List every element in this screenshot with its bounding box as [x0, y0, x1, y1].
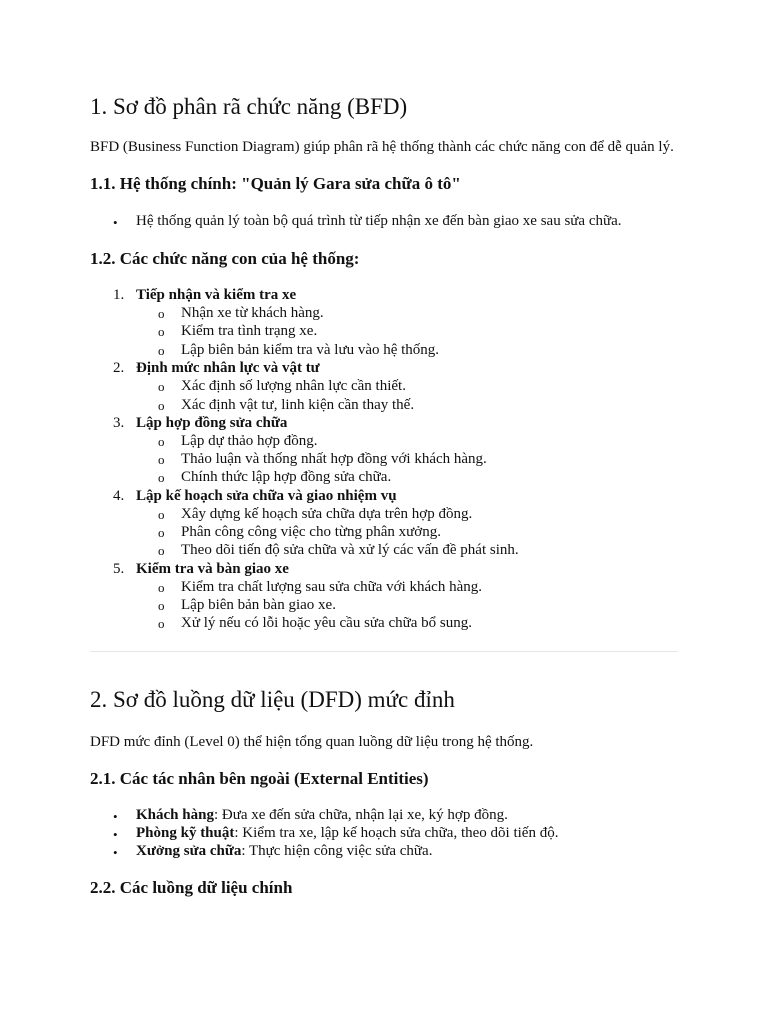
item-number: 5.	[113, 561, 125, 577]
item-number: 4.	[113, 488, 125, 504]
sub-item: Xử lý nếu có lỗi hoặc yêu cầu sửa chữa bổ sung.	[181, 615, 472, 631]
sub-bullet-marker: o	[158, 379, 165, 394]
item-number: 2.	[113, 360, 125, 376]
entity-item	[136, 807, 508, 824]
function-title: Lập hợp đồng sửa chữa	[136, 415, 288, 431]
section-1-intro: BFD (Business Function Diagram) giúp phân rã hệ thống thành các chức năng con để dễ quản lý.	[90, 139, 674, 155]
sub-bullet-marker: o	[158, 398, 165, 413]
section-2-intro: DFD mức đỉnh (Level 0) thể hiện tổng quan luồng dữ liệu trong hệ thống.	[90, 734, 534, 750]
entity-name: Khách hàng	[136, 807, 214, 823]
sub-bullet-marker: o	[158, 525, 165, 540]
sub-bullet-marker: o	[158, 343, 165, 358]
sub-bullet-marker: o	[158, 434, 165, 449]
sub-bullet-marker: o	[158, 580, 165, 595]
sub-item: Xây dựng kế hoạch sửa chữa dựa trên hợp đồng.	[181, 506, 473, 522]
sub-item: Kiểm tra tình trạng xe.	[181, 323, 318, 339]
sub-item: Lập dự thảo hợp đồng.	[181, 433, 318, 449]
sub-item: Lập biên bản bàn giao xe.	[181, 597, 336, 613]
section-divider	[90, 651, 678, 652]
entity-name: Phòng kỹ thuật	[136, 825, 235, 841]
list-item: Hệ thống quản lý toàn bộ quá trình từ tiếp nhận xe đến bàn giao xe sau sửa chữa.	[136, 213, 622, 229]
sub-item: Xác định số lượng nhân lực cần thiết.	[181, 378, 406, 394]
subsection-2-2-heading: 2.2. Các luồng dữ liệu chính	[90, 878, 293, 897]
sub-item: Kiểm tra chất lượng sau sửa chữa với khách hàng.	[181, 579, 482, 595]
sub-item: Thảo luận và thống nhất hợp đồng với khách hàng.	[181, 451, 487, 467]
sub-bullet-marker: o	[158, 452, 165, 467]
entity-item	[136, 843, 432, 860]
sub-bullet-marker: o	[158, 507, 165, 522]
function-title: Tiếp nhận và kiểm tra xe	[136, 287, 297, 303]
item-number: 1.	[113, 287, 125, 303]
subsection-1-1-heading: 1.1. Hệ thống chính: "Quản lý Gara sửa chữa ô tô"	[90, 174, 461, 193]
sub-bullet-marker: o	[158, 616, 165, 631]
function-title: Định mức nhân lực và vật tư	[136, 360, 320, 376]
entity-description: : Đưa xe đến sửa chữa, nhận lại xe, ký hợp đồng.	[213, 807, 508, 823]
sub-bullet-marker: o	[158, 598, 165, 613]
bullet-marker: •	[113, 827, 118, 842]
item-number: 3.	[113, 415, 125, 431]
sub-item: Phân công công việc cho từng phân xưởng.	[181, 524, 441, 540]
entity-item	[136, 825, 558, 842]
sub-item: Xác định vật tư, linh kiện cần thay thế.	[181, 397, 415, 413]
bullet-marker: •	[113, 845, 118, 860]
bullet-marker: •	[113, 809, 118, 824]
bullet-marker: •	[113, 215, 118, 230]
subsection-1-2-heading: 1.2. Các chức năng con của hệ thống:	[90, 249, 360, 268]
sub-item: Nhận xe từ khách hàng.	[181, 305, 324, 321]
sub-item: Lập biên bản kiểm tra và lưu vào hệ thống.	[181, 342, 440, 358]
function-title: Kiểm tra và bàn giao xe	[136, 561, 289, 577]
sub-bullet-marker: o	[158, 324, 165, 339]
sub-item: Chính thức lập hợp đồng sửa chữa.	[181, 469, 392, 485]
entity-description: : Kiểm tra xe, lập kế hoạch sửa chữa, theo dõi tiến độ.	[234, 825, 559, 841]
sub-item: Theo dõi tiến độ sửa chữa và xử lý các vấn đề phát sinh.	[181, 542, 519, 558]
section-1-title: 1. Sơ đồ phân rã chức năng (BFD)	[90, 94, 408, 119]
sub-bullet-marker: o	[158, 470, 165, 485]
sub-bullet-marker: o	[158, 543, 165, 558]
sub-bullet-marker: o	[158, 306, 165, 321]
subsection-2-1-heading: 2.1. Các tác nhân bên ngoài (External Entities)	[90, 769, 429, 788]
entity-name: Xưởng sửa chữa	[136, 843, 242, 859]
function-title: Lập kế hoạch sửa chữa và giao nhiệm vụ	[136, 488, 397, 504]
entity-description: : Thực hiện công việc sửa chữa.	[241, 843, 433, 859]
section-2-title: 2. Sơ đồ luồng dữ liệu (DFD) mức đỉnh	[90, 687, 455, 712]
